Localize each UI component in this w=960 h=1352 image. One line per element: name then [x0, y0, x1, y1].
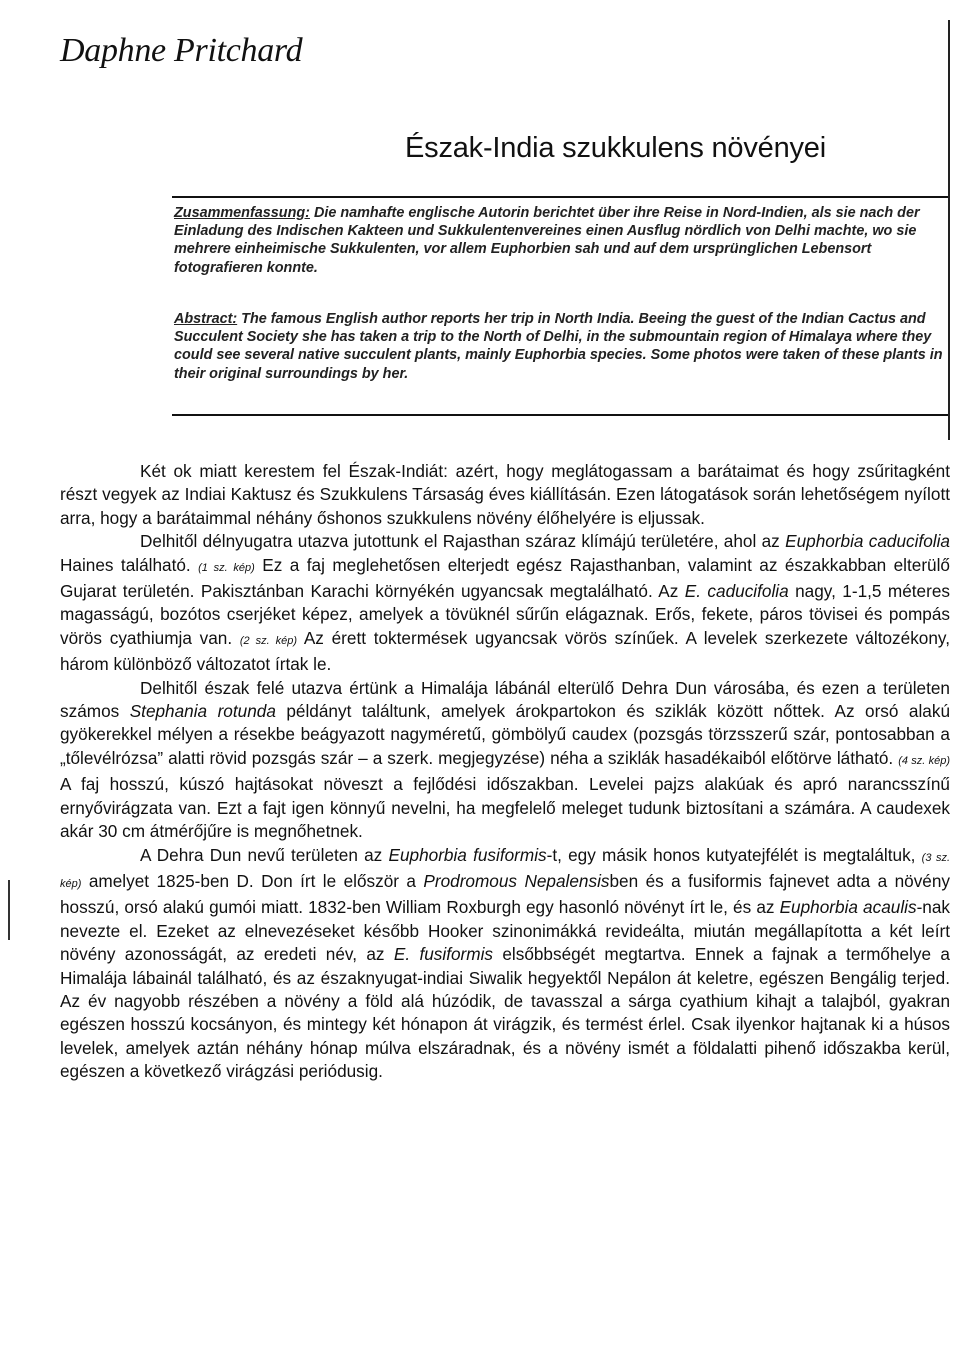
page-edge-line	[948, 20, 950, 440]
paragraph	[60, 844, 950, 1084]
figure-reference: (2 sz. kép)	[239, 634, 298, 647]
species-name: Stephania rotunda	[129, 701, 276, 722]
text-run: Ez a faj meglehetősen elterjedt egész Rajasthanban, valamint az északkabban elterülő Gujarat területén. Pakisztánban Karachi környékén ugyancsak megtalálható. Az	[60, 554, 950, 602]
abstract-text: The famous English author reports her trip in North India. Beeing the guest of the Indian Cactus and Succulent Society she has taken a trip to the North of Delhi, in the submountain region of Himalaya where they could see several native succulent plants, mainly Euphorbia species. Some photos were taken of these plants in their original surroundings by her.	[174, 311, 943, 382]
figure-reference: (3 sz. kép)	[60, 851, 951, 890]
species-name: Euphorbia caducifolia	[785, 531, 950, 552]
text-run: Haines található.	[60, 554, 191, 575]
figure-reference: (4 sz. kép)	[898, 754, 950, 767]
text-run: nagy, 1-1,5 méteres magasságú, bozótos cserjéket képez, amelyek a tövüknél sűrűn elágaznak. Erős, fekete, páros tövisei és pompás vörös cyathiumja van.	[60, 581, 950, 648]
margin-mark	[8, 880, 10, 940]
paragraph	[60, 530, 950, 676]
article-title: Észak-India szukkulens növényei	[405, 132, 826, 164]
article-body	[60, 460, 950, 1084]
text-run: ben és a fusiformis fajnevet adta a növény hosszú, orsó alakú gumói miatt. 1832-ben William Roxburgh egy hasonló növényt írt le, és az	[60, 870, 951, 918]
species-name: E. fusiformis	[393, 944, 493, 965]
bottom-rule	[172, 414, 950, 416]
abstract-label: Abstract:	[174, 311, 238, 327]
text-run: elsőbbségét megtartva. Ennek a fajnak a termőhelye a Himalája lábainál található, és az északnyugat-indiai Siwalik hegyektől Nepálon át keletre, egészen Bengálig terjed. Az év nagyobb részében a növény a föld alá húzódik, de tavasszal a sárga cyathium kihajt a talajból, gyakran egészen hosszú kocsányon, és mintegy két hónapon át virágzik, és termést érlel. Csak ilyenkor hajtanak ki a húsos levelek, amelyek aztán néhány hónap múlva elszáradnak, és a növény ismét a földalatti pihenő időszakba kerül, egészen a következő virágzási periódusig.	[60, 944, 950, 1082]
book-title: Prodromous Nepalensis	[423, 870, 610, 891]
figure-reference: (1 sz. kép)	[198, 561, 255, 574]
text-run: Két ok miatt kerestem fel Észak-Indiát: azért, hogy meglátogassam a barátaimat és hogy zsűritagként részt vegyek az Indiai Kaktusz és Szukkulens Társaság éves kiállításán. Ezen látogatások során lehetőségem nyílott arra, hogy a barátaimmal néhány őshonos szukkulens növény élőhelyére is eljussak.	[60, 461, 950, 528]
text-run: példányt találtunk, amelyek árokpartokon és sziklák között nőttek. Az orsó alakú gyökerekkel mélyen a résekbe beágyazott nagyméretű, gömbölyű caudex (pozsgás törzsszerű szár, pontosabban a „tőlevélrózsa” alatti rövid pozsgás szár – a szerk. megjegyzése) néha a sziklák hasadékaiból előtörve látható.	[60, 701, 951, 768]
text-run: -nak nevezte el. Ezeket az elnevezéseket később Hooker szinonimákká revideálta, miután megállapította a két leírt növény azonosságát, az eredeti név, az	[60, 897, 950, 965]
text-run: A faj hosszú, kúszó hajtásokat növeszt a fejlődési időszakban. Levelei pajzs alakúak és apró narancsszínű ernyővirágzata van. Ezt a fajt igen könnyű nevelni, ha megfelelő meleget tudunk biztosítani a számára. A caudexek akár 30 cm átmérőjűre is megnőhetnek.	[60, 774, 950, 842]
text-run: Delhitől délnyugatra utazva jutottunk el Rajasthan száraz klímájú területére, ahol az	[140, 531, 780, 552]
author-name: Daphne Pritchard	[60, 32, 303, 69]
species-name: Euphorbia fusiformis	[388, 844, 547, 865]
species-name: E. caducifolia	[684, 581, 789, 602]
species-name: Euphorbia acaulis	[779, 897, 917, 918]
text-run: -t, egy másik honos kutyatejfélét is megtaláltuk,	[546, 844, 916, 865]
text-run: amelyet 1825-ben D. Don írt le először a	[88, 870, 416, 891]
summary-text: Die namhafte englische Autorin berichtet über ihre Reise in Nord-Indien, als sie nach der Einladung des Indischen Kakteen und Sukkulentenvereines einen Ausflug nördlich von Delhi machte, wo sie mehrere einheimische Sukkulenten, vor allem Euphorbien sah und auf dem ursprünglichen Lebensort fotografieren konnte.	[174, 205, 920, 276]
text-run: A Dehra Dun nevű területen az	[140, 844, 383, 865]
text-run: Delhitől észak felé utazva értünk a Himalája lábánál elterülő Dehra Dun városába, és ezen a területen számos	[60, 677, 950, 722]
summary-label: Zusammenfassung:	[174, 205, 310, 221]
german-summary	[174, 204, 954, 277]
top-rule	[172, 196, 950, 198]
text-run: Az érett toktermések ugyancsak vörös színűek. A levelek szerkezete változékony, három különböző változatot írtak le.	[60, 627, 950, 675]
paragraph	[60, 677, 950, 844]
english-abstract	[174, 310, 954, 383]
paragraph	[60, 460, 950, 530]
